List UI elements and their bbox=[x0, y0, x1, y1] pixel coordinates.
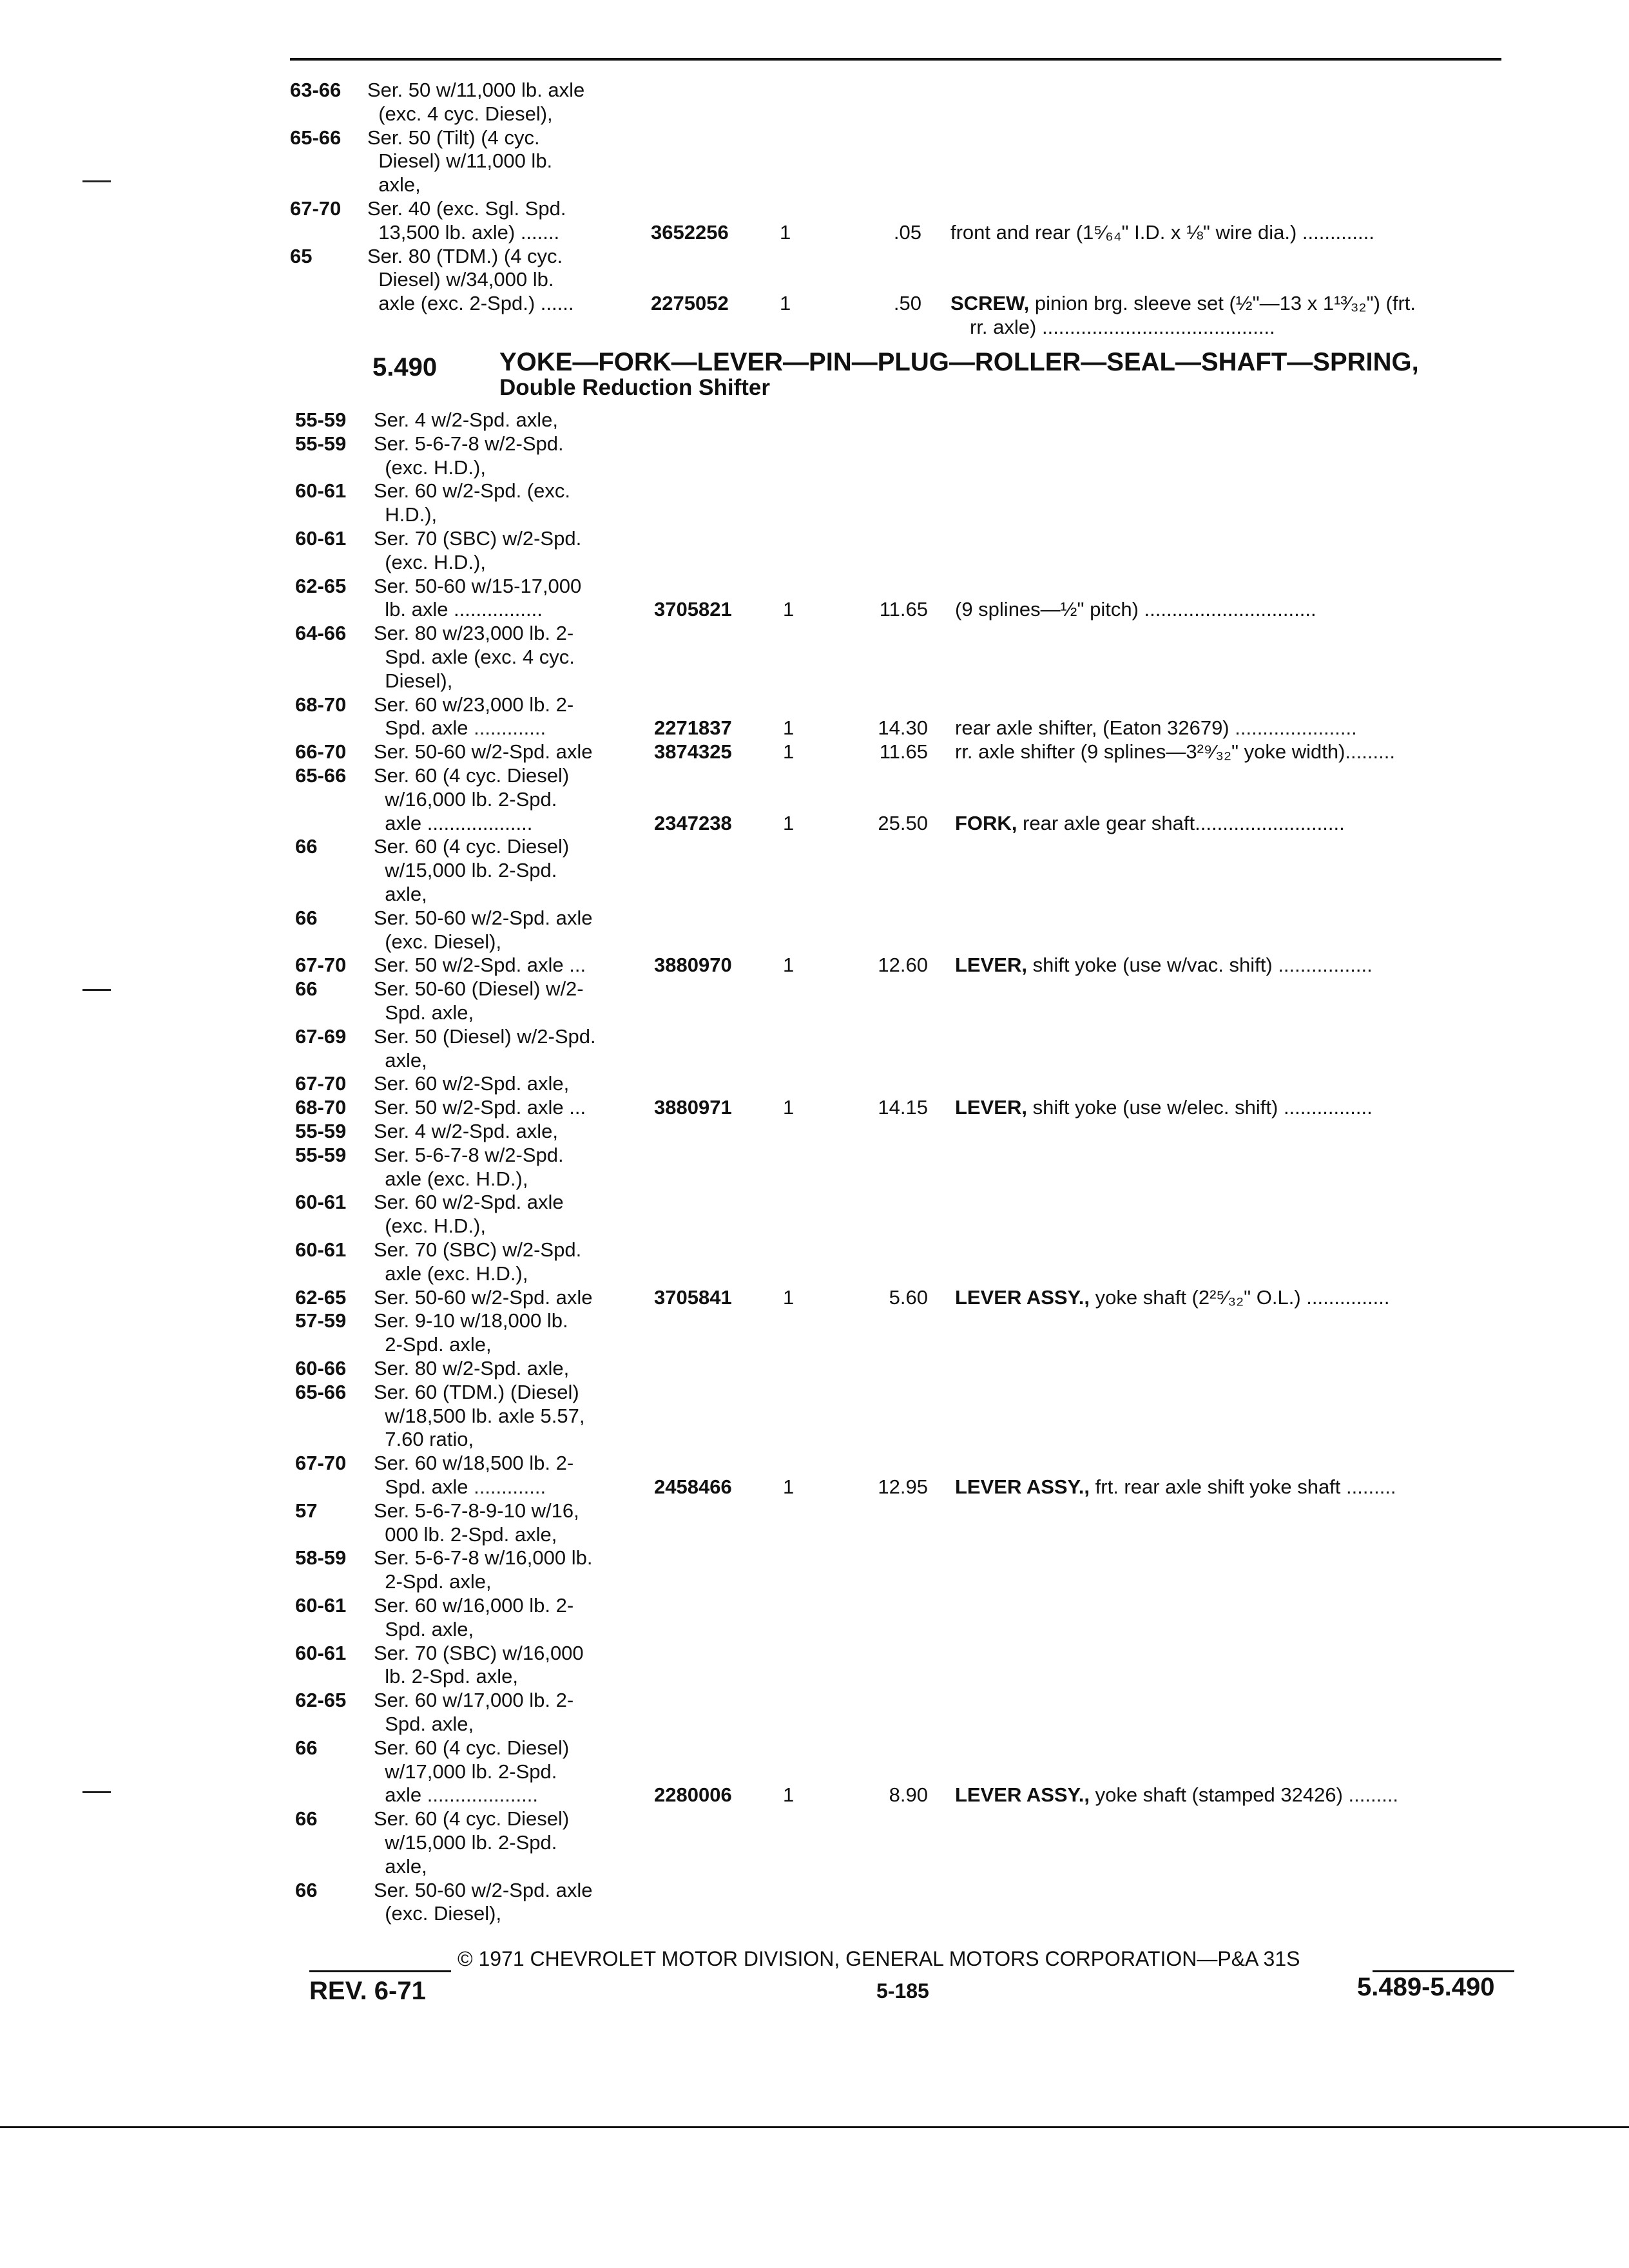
application-text: Ser. 5-6-7-8 w/2-Spd. bbox=[374, 1143, 564, 1166]
application-text: Ser. 60 (4 cyc. Diesel) bbox=[374, 1807, 570, 1831]
model-years: 65-66 bbox=[295, 764, 347, 787]
application-text: Ser. 5-6-7-8 w/16,000 lb. bbox=[374, 1546, 593, 1570]
model-years: 60-61 bbox=[295, 1191, 347, 1214]
model-years: 66 bbox=[295, 835, 318, 858]
application-text: w/16,000 lb. 2-Spd. bbox=[374, 787, 557, 811]
quantity: 1 bbox=[780, 292, 791, 315]
application-text: Spd. axle, bbox=[374, 1713, 474, 1735]
part-number: 3880971 bbox=[654, 1096, 732, 1119]
application-text: Ser. 60 w/2-Spd. axle, bbox=[374, 1072, 570, 1095]
application-text: Ser. 60 (4 cyc. Diesel) bbox=[374, 1736, 570, 1759]
application-text: Ser. 80 (TDM.) (4 cyc. bbox=[367, 244, 563, 267]
application-text: 13,500 lb. axle) ....... bbox=[367, 220, 560, 244]
part-description bbox=[955, 954, 1373, 977]
application-text: w/18,500 lb. axle 5.57, bbox=[374, 1404, 585, 1427]
footer-left-rule bbox=[309, 1970, 451, 1972]
model-years: 60-61 bbox=[295, 1594, 347, 1617]
model-years: 66 bbox=[295, 1878, 318, 1901]
application-text: Spd. axle ............. bbox=[374, 1475, 546, 1498]
application-text: Ser. 80 w/2-Spd. axle, bbox=[374, 1357, 570, 1379]
description-text: shift yoke (use w/elec. shift) ................ bbox=[1027, 1096, 1373, 1119]
quantity: 1 bbox=[783, 811, 795, 834]
part-number: 2271837 bbox=[654, 716, 732, 740]
application-text: Ser. 50 w/11,000 lb. axle bbox=[367, 79, 585, 101]
description-text: rr. axle shifter (9 splines—3²⁹⁄₃₂" yoke width)......... bbox=[955, 740, 1395, 764]
application-text: Spd. axle, bbox=[374, 1001, 474, 1024]
application-text: Ser. 9-10 w/18,000 lb. bbox=[374, 1309, 568, 1332]
part-description bbox=[950, 221, 1374, 244]
model-years: 66 bbox=[295, 1736, 318, 1759]
application-text: Ser. 50-60 w/2-Spd. axle bbox=[374, 1285, 593, 1309]
application-text: Spd. axle, bbox=[374, 1617, 474, 1640]
application-text: Ser. 60 w/2-Spd. (exc. bbox=[374, 479, 570, 503]
model-years: 57 bbox=[295, 1499, 318, 1522]
model-years: 57-59 bbox=[295, 1309, 347, 1332]
application-text: Diesel), bbox=[374, 669, 453, 692]
margin-mark bbox=[82, 180, 111, 182]
model-years: 66 bbox=[295, 1807, 318, 1831]
model-years: 60-66 bbox=[295, 1357, 347, 1379]
model-years: 60-61 bbox=[295, 527, 347, 550]
model-years: 66 bbox=[295, 977, 318, 1001]
application-text: w/15,000 lb. 2-Spd. bbox=[374, 859, 557, 882]
model-years: 55-59 bbox=[295, 408, 347, 431]
application-text: Diesel) w/34,000 lb. bbox=[367, 268, 554, 291]
application-text: axle (exc. H.D.), bbox=[374, 1262, 528, 1285]
part-description bbox=[970, 316, 1275, 339]
application-text: Diesel) w/11,000 lb. bbox=[367, 149, 553, 173]
application-text: (exc. Diesel), bbox=[374, 930, 502, 953]
application-text: Ser. 50 w/2-Spd. axle ... bbox=[374, 1096, 586, 1119]
quantity: 1 bbox=[783, 598, 795, 621]
part-name: LEVER ASSY., bbox=[955, 1783, 1090, 1807]
quantity: 1 bbox=[783, 954, 795, 977]
model-years: 66-70 bbox=[295, 740, 347, 764]
model-years: 66 bbox=[295, 906, 318, 929]
model-years: 60-61 bbox=[295, 1641, 347, 1664]
application-text: lb. axle ................ bbox=[374, 598, 543, 621]
application-text: Ser. 5-6-7-8 w/2-Spd. bbox=[374, 432, 564, 455]
model-years: 65-66 bbox=[290, 126, 342, 149]
application-text: Ser. 60 w/18,500 lb. 2- bbox=[374, 1452, 574, 1475]
part-description bbox=[950, 292, 1416, 315]
application-text: Ser. 50 (Tilt) (4 cyc. bbox=[367, 126, 540, 149]
description-text: front and rear (1⁵⁄₆₄" I.D. x ⅛" wire dia.) ............. bbox=[950, 220, 1374, 244]
price: 8.90 bbox=[889, 1783, 928, 1807]
description-text: pinion brg. sleeve set (½"—13 x 1¹³⁄₃₂") (frt. bbox=[1029, 292, 1416, 315]
application-text: Ser. 5-6-7-8-9-10 w/16, bbox=[374, 1499, 579, 1522]
application-text: Ser. 4 w/2-Spd. axle, bbox=[374, 1120, 559, 1142]
part-number: 2347238 bbox=[654, 811, 732, 834]
section-title: YOKE—FORK—LEVER—PIN—PLUG—ROLLER—SEAL—SHAFT—SPRING, bbox=[499, 348, 1419, 376]
application-text: Ser. 60 (TDM.) (Diesel) bbox=[374, 1380, 579, 1403]
part-number: 2280006 bbox=[654, 1783, 732, 1807]
application-text: Ser. 40 (exc. Sgl. Spd. bbox=[367, 197, 566, 220]
model-years: 65 bbox=[290, 244, 313, 267]
model-years: 55-59 bbox=[295, 432, 347, 455]
application-text: Ser. 50-60 w/2-Spd. axle bbox=[374, 1878, 593, 1901]
application-text: Ser. 60 w/17,000 lb. 2- bbox=[374, 1689, 574, 1712]
page-number: 5-185 bbox=[876, 1979, 929, 2003]
model-years: 58-59 bbox=[295, 1546, 347, 1570]
application-text: (exc. H.D.), bbox=[374, 550, 486, 573]
part-number: 2275052 bbox=[651, 292, 729, 315]
application-text: axle (exc. H.D.), bbox=[374, 1167, 528, 1190]
application-text: Ser. 50-60 (Diesel) w/2- bbox=[374, 977, 584, 1001]
model-years: 67-70 bbox=[295, 954, 347, 977]
application-text: w/17,000 lb. 2-Spd. bbox=[374, 1760, 557, 1783]
application-text: w/15,000 lb. 2-Spd. bbox=[374, 1831, 557, 1854]
model-years: 64-66 bbox=[295, 622, 347, 645]
model-years: 62-65 bbox=[295, 574, 347, 597]
model-years: 67-70 bbox=[295, 1072, 347, 1095]
application-text: axle, bbox=[374, 1048, 427, 1072]
application-text: axle, bbox=[374, 883, 427, 905]
application-text: Ser. 80 w/23,000 lb. 2- bbox=[374, 622, 574, 645]
model-years: 63-66 bbox=[290, 79, 342, 101]
application-text: Ser. 4 w/2-Spd. axle, bbox=[374, 408, 559, 431]
application-text: (exc. H.D.), bbox=[374, 456, 486, 479]
part-number: 3874325 bbox=[654, 740, 732, 764]
application-text: lb. 2-Spd. axle, bbox=[374, 1665, 519, 1688]
copyright-line: © 1971 CHEVROLET MOTOR DIVISION, GENERAL MOTORS CORPORATION—P&A 31S bbox=[458, 1947, 1300, 1970]
part-number: 2458466 bbox=[654, 1475, 732, 1498]
application-text: Ser. 60 w/2-Spd. axle bbox=[374, 1191, 564, 1214]
model-years: 62-65 bbox=[295, 1689, 347, 1712]
description-text: yoke shaft (stamped 32426) ......... bbox=[1090, 1783, 1399, 1807]
part-number: 3652256 bbox=[651, 220, 729, 244]
price: 11.65 bbox=[879, 740, 928, 764]
application-text: Ser. 70 (SBC) w/2-Spd. bbox=[374, 1238, 582, 1261]
part-description bbox=[955, 812, 1345, 835]
price: .05 bbox=[893, 220, 921, 244]
top-rule bbox=[290, 58, 1501, 61]
part-name: FORK, bbox=[955, 811, 1017, 834]
margin-mark bbox=[82, 1791, 111, 1793]
application-text: Spd. axle (exc. 4 cyc. bbox=[374, 646, 575, 668]
price: 11.65 bbox=[879, 598, 928, 621]
application-text: axle ................... bbox=[374, 811, 533, 834]
price: 5.60 bbox=[889, 1285, 928, 1309]
quantity: 1 bbox=[780, 220, 791, 244]
part-name: LEVER ASSY., bbox=[955, 1285, 1090, 1309]
quantity: 1 bbox=[783, 1285, 795, 1309]
section-number: 5.490 bbox=[372, 353, 438, 381]
application-text: Ser. 70 (SBC) w/2-Spd. bbox=[374, 527, 582, 550]
application-text: axle (exc. 2-Spd.) ...... bbox=[367, 292, 574, 315]
part-description bbox=[955, 1475, 1396, 1499]
model-years: 60-61 bbox=[295, 1238, 347, 1261]
quantity: 1 bbox=[783, 1783, 795, 1807]
description-text: (9 splines—½" pitch) ............................... bbox=[955, 598, 1316, 621]
application-text: Ser. 50-60 w/15-17,000 bbox=[374, 574, 582, 597]
part-name: LEVER, bbox=[955, 954, 1027, 977]
application-text: Ser. 60 w/16,000 lb. 2- bbox=[374, 1594, 574, 1617]
revision-label: REV. 6-71 bbox=[309, 1977, 426, 2005]
price: 25.50 bbox=[878, 811, 928, 834]
price: .50 bbox=[893, 292, 921, 315]
section-subtitle: Double Reduction Shifter bbox=[499, 375, 770, 400]
quantity: 1 bbox=[783, 716, 795, 740]
description-text: rr. axle) .......................................... bbox=[970, 316, 1275, 338]
quantity: 1 bbox=[783, 740, 795, 764]
part-description bbox=[955, 1096, 1373, 1119]
part-number: 3705821 bbox=[654, 598, 732, 621]
model-years: 67-69 bbox=[295, 1024, 347, 1048]
part-description bbox=[955, 1286, 1389, 1309]
description-text: yoke shaft (2²⁵⁄₃₂" O.L.) ............... bbox=[1090, 1285, 1390, 1309]
part-number: 3705841 bbox=[654, 1285, 732, 1309]
quantity: 1 bbox=[783, 1475, 795, 1498]
description-text: shift yoke (use w/vac. shift) ................. bbox=[1027, 954, 1373, 977]
application-text: 000 lb. 2-Spd. axle, bbox=[374, 1523, 557, 1546]
application-text: Ser. 50 (Diesel) w/2-Spd. bbox=[374, 1024, 596, 1048]
application-text: 7.60 ratio, bbox=[374, 1428, 474, 1451]
model-years: 55-59 bbox=[295, 1143, 347, 1166]
application-text: Spd. axle ............. bbox=[374, 716, 546, 740]
price: 14.15 bbox=[878, 1096, 928, 1119]
description-text: rear axle gear shaft........................... bbox=[1017, 811, 1345, 834]
application-text: Ser. 70 (SBC) w/16,000 bbox=[374, 1641, 584, 1664]
application-text: axle, bbox=[374, 1854, 427, 1878]
part-name: SCREW, bbox=[950, 292, 1030, 315]
bottom-rule bbox=[0, 2126, 1629, 2128]
price: 12.60 bbox=[878, 954, 928, 977]
application-text: Ser. 50 w/2-Spd. axle ... bbox=[374, 954, 586, 977]
footer-right-rule bbox=[1373, 1970, 1514, 1972]
model-years: 67-70 bbox=[295, 1452, 347, 1475]
application-text: (exc. Diesel), bbox=[374, 1902, 502, 1925]
application-text: axle, bbox=[367, 173, 421, 197]
application-text: 2-Spd. axle, bbox=[374, 1333, 492, 1356]
model-years: 60-61 bbox=[295, 479, 347, 503]
model-years: 62-65 bbox=[295, 1285, 347, 1309]
model-years: 67-70 bbox=[290, 197, 342, 220]
application-text: Ser. 50-60 w/2-Spd. axle bbox=[374, 906, 593, 929]
model-years: 55-59 bbox=[295, 1120, 347, 1142]
part-description bbox=[955, 598, 1316, 621]
application-text: (exc. 4 cyc. Diesel), bbox=[367, 102, 553, 125]
application-text: axle .................... bbox=[374, 1783, 538, 1807]
quantity: 1 bbox=[783, 1096, 795, 1119]
application-text: Ser. 60 w/23,000 lb. 2- bbox=[374, 693, 574, 716]
application-text: H.D.), bbox=[374, 503, 438, 526]
price: 12.95 bbox=[878, 1475, 928, 1498]
application-text: (exc. H.D.), bbox=[374, 1215, 486, 1238]
part-name: LEVER ASSY., bbox=[955, 1475, 1090, 1498]
part-name: LEVER, bbox=[955, 1096, 1027, 1119]
section-range: 5.489-5.490 bbox=[1357, 1973, 1495, 2001]
description-text: rear axle shifter, (Eaton 32679) ...................... bbox=[955, 716, 1357, 740]
part-number: 3880970 bbox=[654, 954, 732, 977]
application-text: 2-Spd. axle, bbox=[374, 1570, 492, 1593]
model-years: 68-70 bbox=[295, 693, 347, 716]
part-description bbox=[955, 740, 1395, 764]
part-description bbox=[955, 1783, 1398, 1807]
application-text: Ser. 50-60 w/2-Spd. axle bbox=[374, 740, 593, 764]
model-years: 68-70 bbox=[295, 1096, 347, 1119]
margin-mark bbox=[82, 989, 111, 991]
application-text: Ser. 60 (4 cyc. Diesel) bbox=[374, 835, 570, 858]
description-text: frt. rear axle shift yoke shaft ......... bbox=[1090, 1475, 1396, 1498]
part-description bbox=[955, 716, 1357, 740]
application-text: Ser. 60 (4 cyc. Diesel) bbox=[374, 764, 570, 787]
model-years: 65-66 bbox=[295, 1380, 347, 1403]
price: 14.30 bbox=[878, 716, 928, 740]
